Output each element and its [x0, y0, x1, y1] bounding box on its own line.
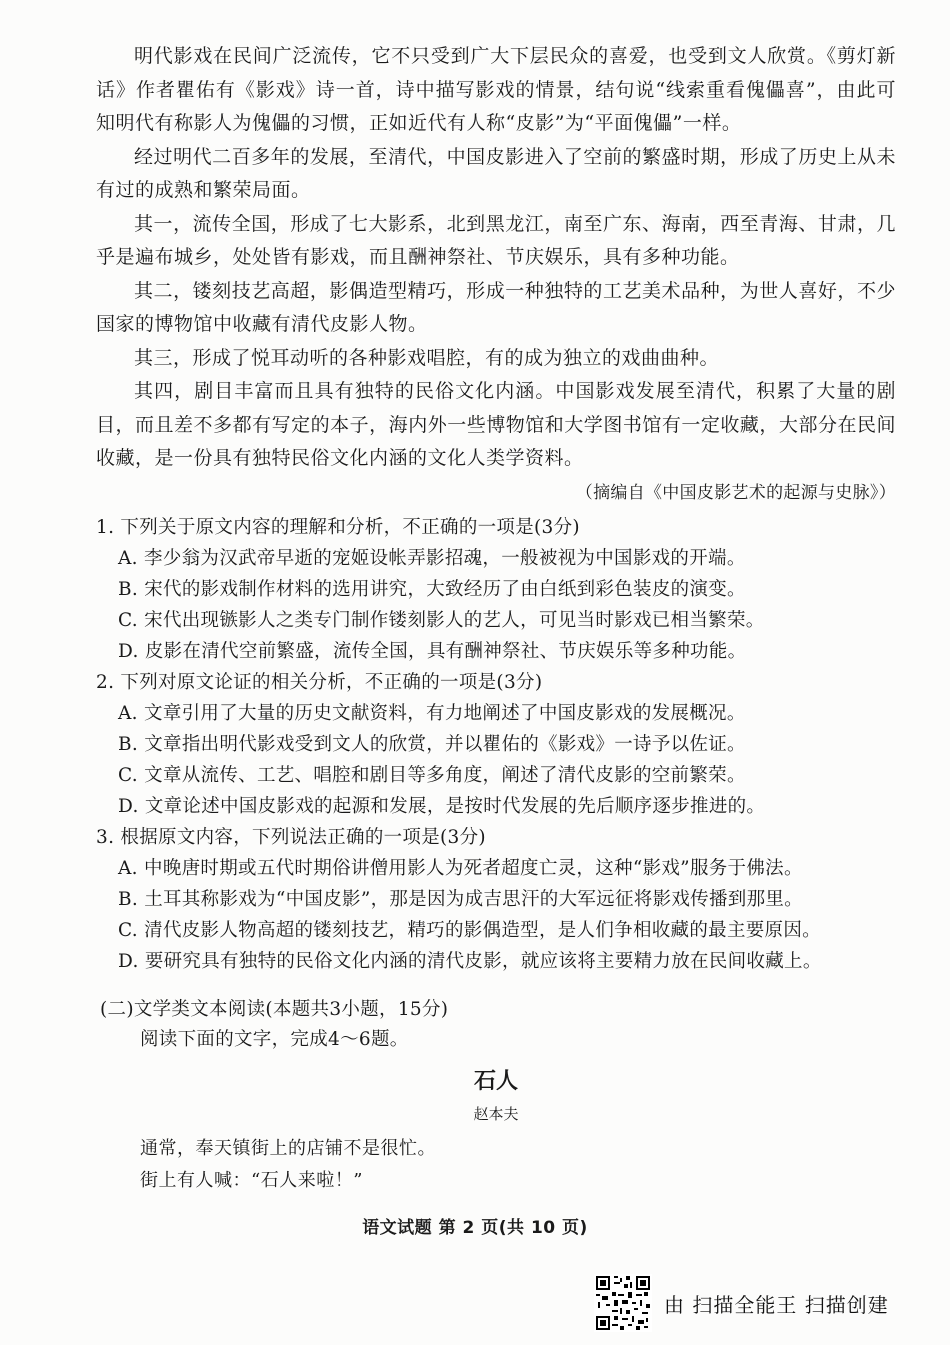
question-stem: 1. 下列关于原文内容的理解和分析，不正确的一项是(3分) [96, 516, 580, 538]
story-title: 石人 [473, 1068, 518, 1094]
qr-code-icon [594, 1274, 652, 1332]
section-literary-reading [96, 995, 896, 1197]
watermark-text: 由 扫描全能王 扫描创建 [664, 1292, 889, 1317]
story-paragraph: 街上有人喊：“石人来啦！” [140, 1169, 363, 1191]
passage-paragraph: 其四，剧目丰富而且具有独特的民俗文化内涵。中国影戏发展至清代，积累了大量的剧目，而且差不多都有写定的本子，海内外一些博物馆和大学图书馆有一定收藏，大部分在民间收藏，是一份具有独特民俗文化内涵的文化人类学资料。 [96, 380, 896, 469]
question-option: B. 宋代的影戏制作材料的选用讲究，大致经历了由白纸到彩色装皮的演变。 [118, 578, 746, 600]
page-content [96, 40, 896, 1197]
passage-source: （摘编自《中国皮影艺术的起源与史脉》） [575, 482, 896, 503]
question-option: C. 清代皮影人物高超的镂刻技艺，精巧的影偶造型，是人们争相收藏的最主要原因。 [118, 919, 821, 941]
story-paragraph: 通常，奉天镇街上的店铺不是很忙。 [140, 1137, 436, 1159]
question-option: B. 文章指出明代影戏受到文人的欣赏，并以瞿佑的《影戏》一诗予以佐证。 [118, 733, 746, 755]
question-stem: 2. 下列对原文论证的相关分析，不正确的一项是(3分) [96, 671, 543, 693]
passage-paragraph: 其二，镂刻技艺高超，影偶造型精巧，形成一种独特的工艺美术品种，为世人喜好，不少国家的博物馆中收藏有清代皮影人物。 [96, 279, 896, 335]
question-option: B. 土耳其称影戏为“中国皮影”，那是因为成吉思汗的大军远征将影戏传播到那里。 [118, 888, 803, 910]
question-2 [96, 667, 896, 822]
section-instruction: 阅读下面的文字，完成4～6题。 [140, 1028, 409, 1050]
question-option: C. 宋代出现镞影人之类专门制作镂刻影人的艺人，可见当时影戏已相当繁荣。 [118, 609, 765, 631]
passage-paragraph: 其三，形成了悦耳动听的各种影戏唱腔，有的成为独立的戏曲曲种。 [134, 346, 720, 369]
passage-paragraph: 明代影戏在民间广泛流传，它不只受到广大下层民众的喜爱，也受到文人欣赏。《剪灯新话》作者瞿佑有《影戏》诗一首，诗中描写影戏的情景，结句说“线索重看傀儡喜”，由此可知明代有称影人为傀儡的习惯，正如近代有人称“皮影”为“平面傀儡”一样。 [96, 45, 896, 134]
question-option: A. 中晚唐时期或五代时期俗讲僧用影人为死者超度亡灵，这种“影戏”服务于佛法。 [118, 857, 803, 879]
question-3 [96, 822, 896, 977]
passage-paragraph: 其一，流传全国，形成了七大影系，北到黑龙江，南至广东、海南，西至青海、甘肃，几乎是遍布城乡，处处皆有影戏，而且酬神祭社、节庆娱乐，具有多种功能。 [96, 212, 896, 268]
question-1 [96, 512, 896, 667]
question-option: A. 文章引用了大量的历史文献资料，有力地阐述了中国皮影戏的发展概况。 [118, 702, 746, 724]
section-heading: (二)文学类文本阅读(本题共3小题，15分) [100, 998, 449, 1020]
question-option: A. 李少翁为汉武帝早逝的宠姬设帐弄影招魂，一般被视为中国影戏的开端。 [118, 547, 746, 569]
passage [96, 40, 896, 508]
question-option: D. 皮影在清代空前繁盛，流传全国，具有酬神祭社、节庆娱乐等多种功能。 [118, 640, 747, 662]
passage-paragraph: 经过明代二百多年的发展，至清代，中国皮影进入了空前的繁盛时期，形成了历史上从未有过的成熟和繁荣局面。 [96, 145, 896, 201]
scanner-watermark [594, 1273, 889, 1333]
question-stem: 3. 根据原文内容，下列说法正确的一项是(3分) [96, 826, 486, 848]
question-option: D. 文章论述中国皮影戏的起源和发展，是按时代发展的先后顺序逐步推进的。 [118, 795, 766, 817]
story-author: 赵本夫 [473, 1104, 519, 1123]
page-footer: 语文试题 第 2 页(共 10 页) [362, 1218, 588, 1238]
question-option: D. 要研究具有独特的民俗文化内涵的清代皮影，就应该将主要精力放在民间收藏上。 [118, 950, 822, 972]
question-option: C. 文章从流传、工艺、唱腔和剧目等多角度，阐述了清代皮影的空前繁荣。 [118, 764, 746, 786]
